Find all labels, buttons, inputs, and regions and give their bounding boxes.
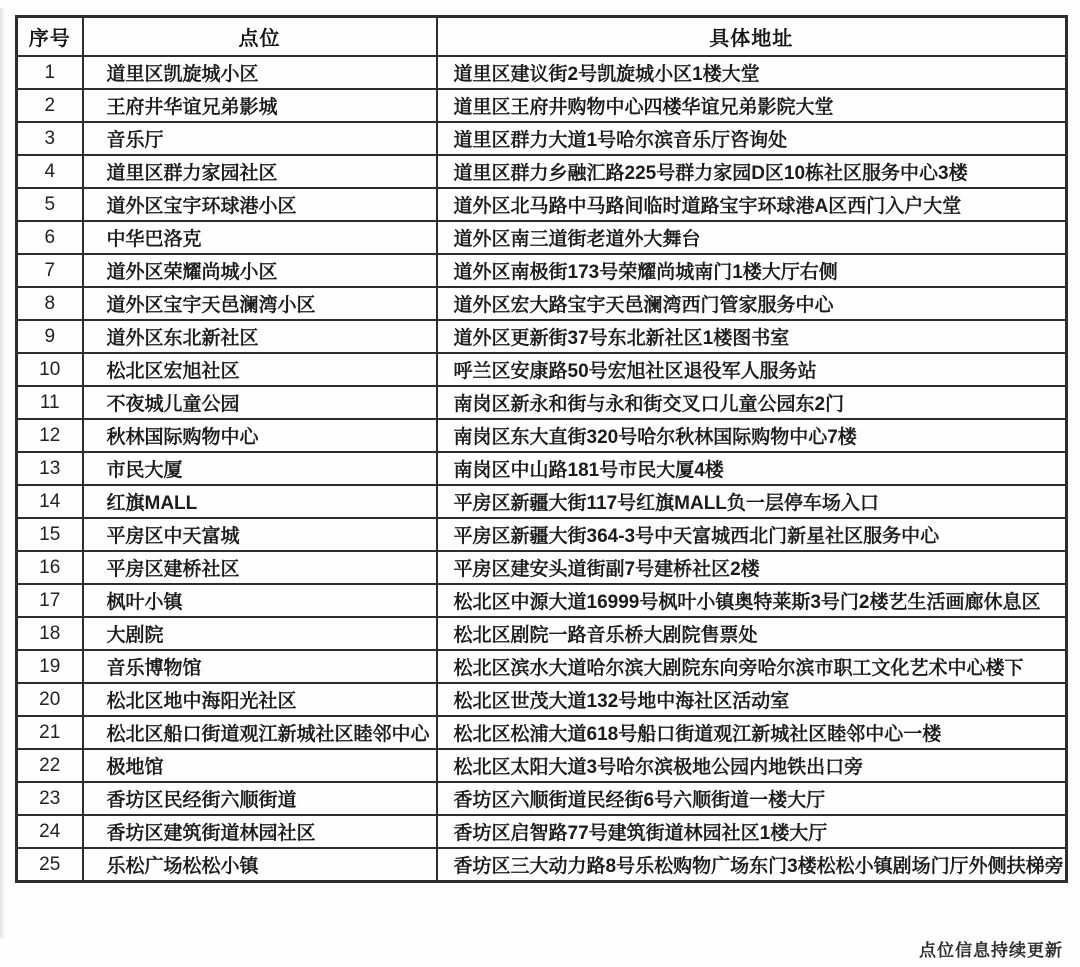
cell-address: 松北区世茂大道132号地中海社区活动室	[437, 683, 1067, 716]
photo-edge-artifact	[0, 8, 5, 938]
cell-num: 13	[17, 452, 83, 485]
table-row	[17, 287, 1067, 320]
cell-num: 3	[17, 122, 83, 155]
table-row	[17, 716, 1067, 749]
cell-point: 王府井华谊兄弟影城	[83, 89, 437, 122]
cell-point: 香坊区建筑街道林园社区	[83, 815, 437, 848]
table-row	[17, 584, 1067, 617]
cell-point: 松北区宏旭社区	[83, 353, 437, 386]
table-row	[17, 452, 1067, 485]
cell-address: 香坊区六顺街道民经街6号六顺街道一楼大厅	[437, 782, 1067, 815]
table-body	[17, 56, 1067, 882]
table-row	[17, 386, 1067, 419]
cell-num: 14	[17, 485, 83, 518]
location-table	[15, 15, 1068, 883]
table-row	[17, 254, 1067, 287]
cell-point: 秋林国际购物中心	[83, 419, 437, 452]
col-header-point: 点位	[83, 17, 437, 57]
col-header-address: 具体地址	[437, 17, 1067, 57]
cell-num: 22	[17, 749, 83, 782]
table-row	[17, 89, 1067, 122]
cell-num: 9	[17, 320, 83, 353]
table-row	[17, 683, 1067, 716]
cell-address: 南岗区中山路181号市民大厦4楼	[437, 452, 1067, 485]
cell-point: 香坊区民经街六顺街道	[83, 782, 437, 815]
table-row	[17, 353, 1067, 386]
cell-point: 音乐厅	[83, 122, 437, 155]
table-row	[17, 320, 1067, 353]
table-row	[17, 188, 1067, 221]
cell-num: 19	[17, 650, 83, 683]
cell-address: 平房区新疆大街364-3号中天富城西北门新星社区服务中心	[437, 518, 1067, 551]
cell-num: 12	[17, 419, 83, 452]
cell-address: 松北区中源大道16999号枫叶小镇奥特莱斯3号门2楼艺生活画廊休息区	[437, 584, 1067, 617]
cell-address: 道里区群力乡融汇路225号群力家园D区10栋社区服务中心3楼	[437, 155, 1067, 188]
cell-point: 极地馆	[83, 749, 437, 782]
cell-num: 23	[17, 782, 83, 815]
cell-point: 道里区群力家园社区	[83, 155, 437, 188]
cell-address: 松北区剧院一路音乐桥大剧院售票处	[437, 617, 1067, 650]
col-header-index: 序号	[17, 17, 83, 57]
cell-point: 松北区船口街道观江新城社区睦邻中心	[83, 716, 437, 749]
cell-point: 道外区东北新社区	[83, 320, 437, 353]
cell-point: 平房区建桥社区	[83, 551, 437, 584]
cell-point: 平房区中天富城	[83, 518, 437, 551]
cell-point: 不夜城儿童公园	[83, 386, 437, 419]
table-row	[17, 221, 1067, 254]
cell-address: 道里区王府井购物中心四楼华谊兄弟影院大堂	[437, 89, 1067, 122]
table-row	[17, 419, 1067, 452]
footer-note: 点位信息持续更新	[919, 941, 1063, 960]
cell-point: 枫叶小镇	[83, 584, 437, 617]
table-row	[17, 749, 1067, 782]
cell-num: 1	[17, 56, 83, 89]
cell-address: 平房区建安头道街副7号建桥社区2楼	[437, 551, 1067, 584]
table-row	[17, 122, 1067, 155]
table-row	[17, 617, 1067, 650]
cell-point: 大剧院	[83, 617, 437, 650]
cell-address: 道里区建议街2号凯旋城小区1楼大堂	[437, 56, 1067, 89]
cell-num: 25	[17, 848, 83, 882]
cell-address: 道外区南三道街老道外大舞台	[437, 221, 1067, 254]
cell-address: 香坊区启智路77号建筑街道林园社区1楼大厅	[437, 815, 1067, 848]
cell-address: 南岗区新永和街与永和街交叉口儿童公园东2门	[437, 386, 1067, 419]
table-row	[17, 815, 1067, 848]
table-row	[17, 56, 1067, 89]
cell-address: 松北区松浦大道618号船口街道观江新城社区睦邻中心一楼	[437, 716, 1067, 749]
cell-point: 松北区地中海阳光社区	[83, 683, 437, 716]
cell-address: 南岗区东大直街320号哈尔秋林国际购物中心7楼	[437, 419, 1067, 452]
cell-num: 24	[17, 815, 83, 848]
cell-point: 道外区宝宇环球港小区	[83, 188, 437, 221]
cell-address: 呼兰区安康路50号宏旭社区退役军人服务站	[437, 353, 1067, 386]
cell-point: 道里区凯旋城小区	[83, 56, 437, 89]
cell-address: 道里区群力大道1号哈尔滨音乐厅咨询处	[437, 122, 1067, 155]
table-row	[17, 650, 1067, 683]
cell-address: 道外区更新街37号东北新社区1楼图书室	[437, 320, 1067, 353]
table-row	[17, 848, 1067, 882]
cell-point: 音乐博物馆	[83, 650, 437, 683]
cell-address: 松北区滨水大道哈尔滨大剧院东向旁哈尔滨市职工文化艺术中心楼下	[437, 650, 1067, 683]
table-header	[17, 17, 1067, 57]
cell-address: 道外区北马路中马路间临时道路宝宇环球港A区西门入户大堂	[437, 188, 1067, 221]
cell-num: 11	[17, 386, 83, 419]
cell-num: 7	[17, 254, 83, 287]
cell-point: 市民大厦	[83, 452, 437, 485]
cell-num: 10	[17, 353, 83, 386]
cell-num: 2	[17, 89, 83, 122]
cell-address: 道外区南极街173号荣耀尚城南门1楼大厅右侧	[437, 254, 1067, 287]
cell-num: 6	[17, 221, 83, 254]
cell-num: 17	[17, 584, 83, 617]
cell-num: 18	[17, 617, 83, 650]
cell-point: 道外区荣耀尚城小区	[83, 254, 437, 287]
cell-num: 15	[17, 518, 83, 551]
cell-point: 红旗MALL	[83, 485, 437, 518]
table-row	[17, 485, 1067, 518]
table-row	[17, 155, 1067, 188]
cell-address: 道外区宏大路宝宇天邑澜湾西门管家服务中心	[437, 287, 1067, 320]
cell-point: 中华巴洛克	[83, 221, 437, 254]
table-row	[17, 782, 1067, 815]
cell-address: 平房区新疆大街117号红旗MALL负一层停车场入口	[437, 485, 1067, 518]
table-row	[17, 518, 1067, 551]
cell-num: 8	[17, 287, 83, 320]
cell-num: 16	[17, 551, 83, 584]
cell-address: 香坊区三大动力路8号乐松购物广场东门3楼松松小镇剧场门厅外侧扶梯旁	[437, 848, 1067, 882]
cell-address: 松北区太阳大道3号哈尔滨极地公园内地铁出口旁	[437, 749, 1067, 782]
cell-num: 5	[17, 188, 83, 221]
cell-point: 乐松广场松松小镇	[83, 848, 437, 882]
cell-num: 4	[17, 155, 83, 188]
cell-num: 21	[17, 716, 83, 749]
header-row	[17, 17, 1067, 57]
cell-num: 20	[17, 683, 83, 716]
table-row	[17, 551, 1067, 584]
cell-point: 道外区宝宇天邑澜湾小区	[83, 287, 437, 320]
